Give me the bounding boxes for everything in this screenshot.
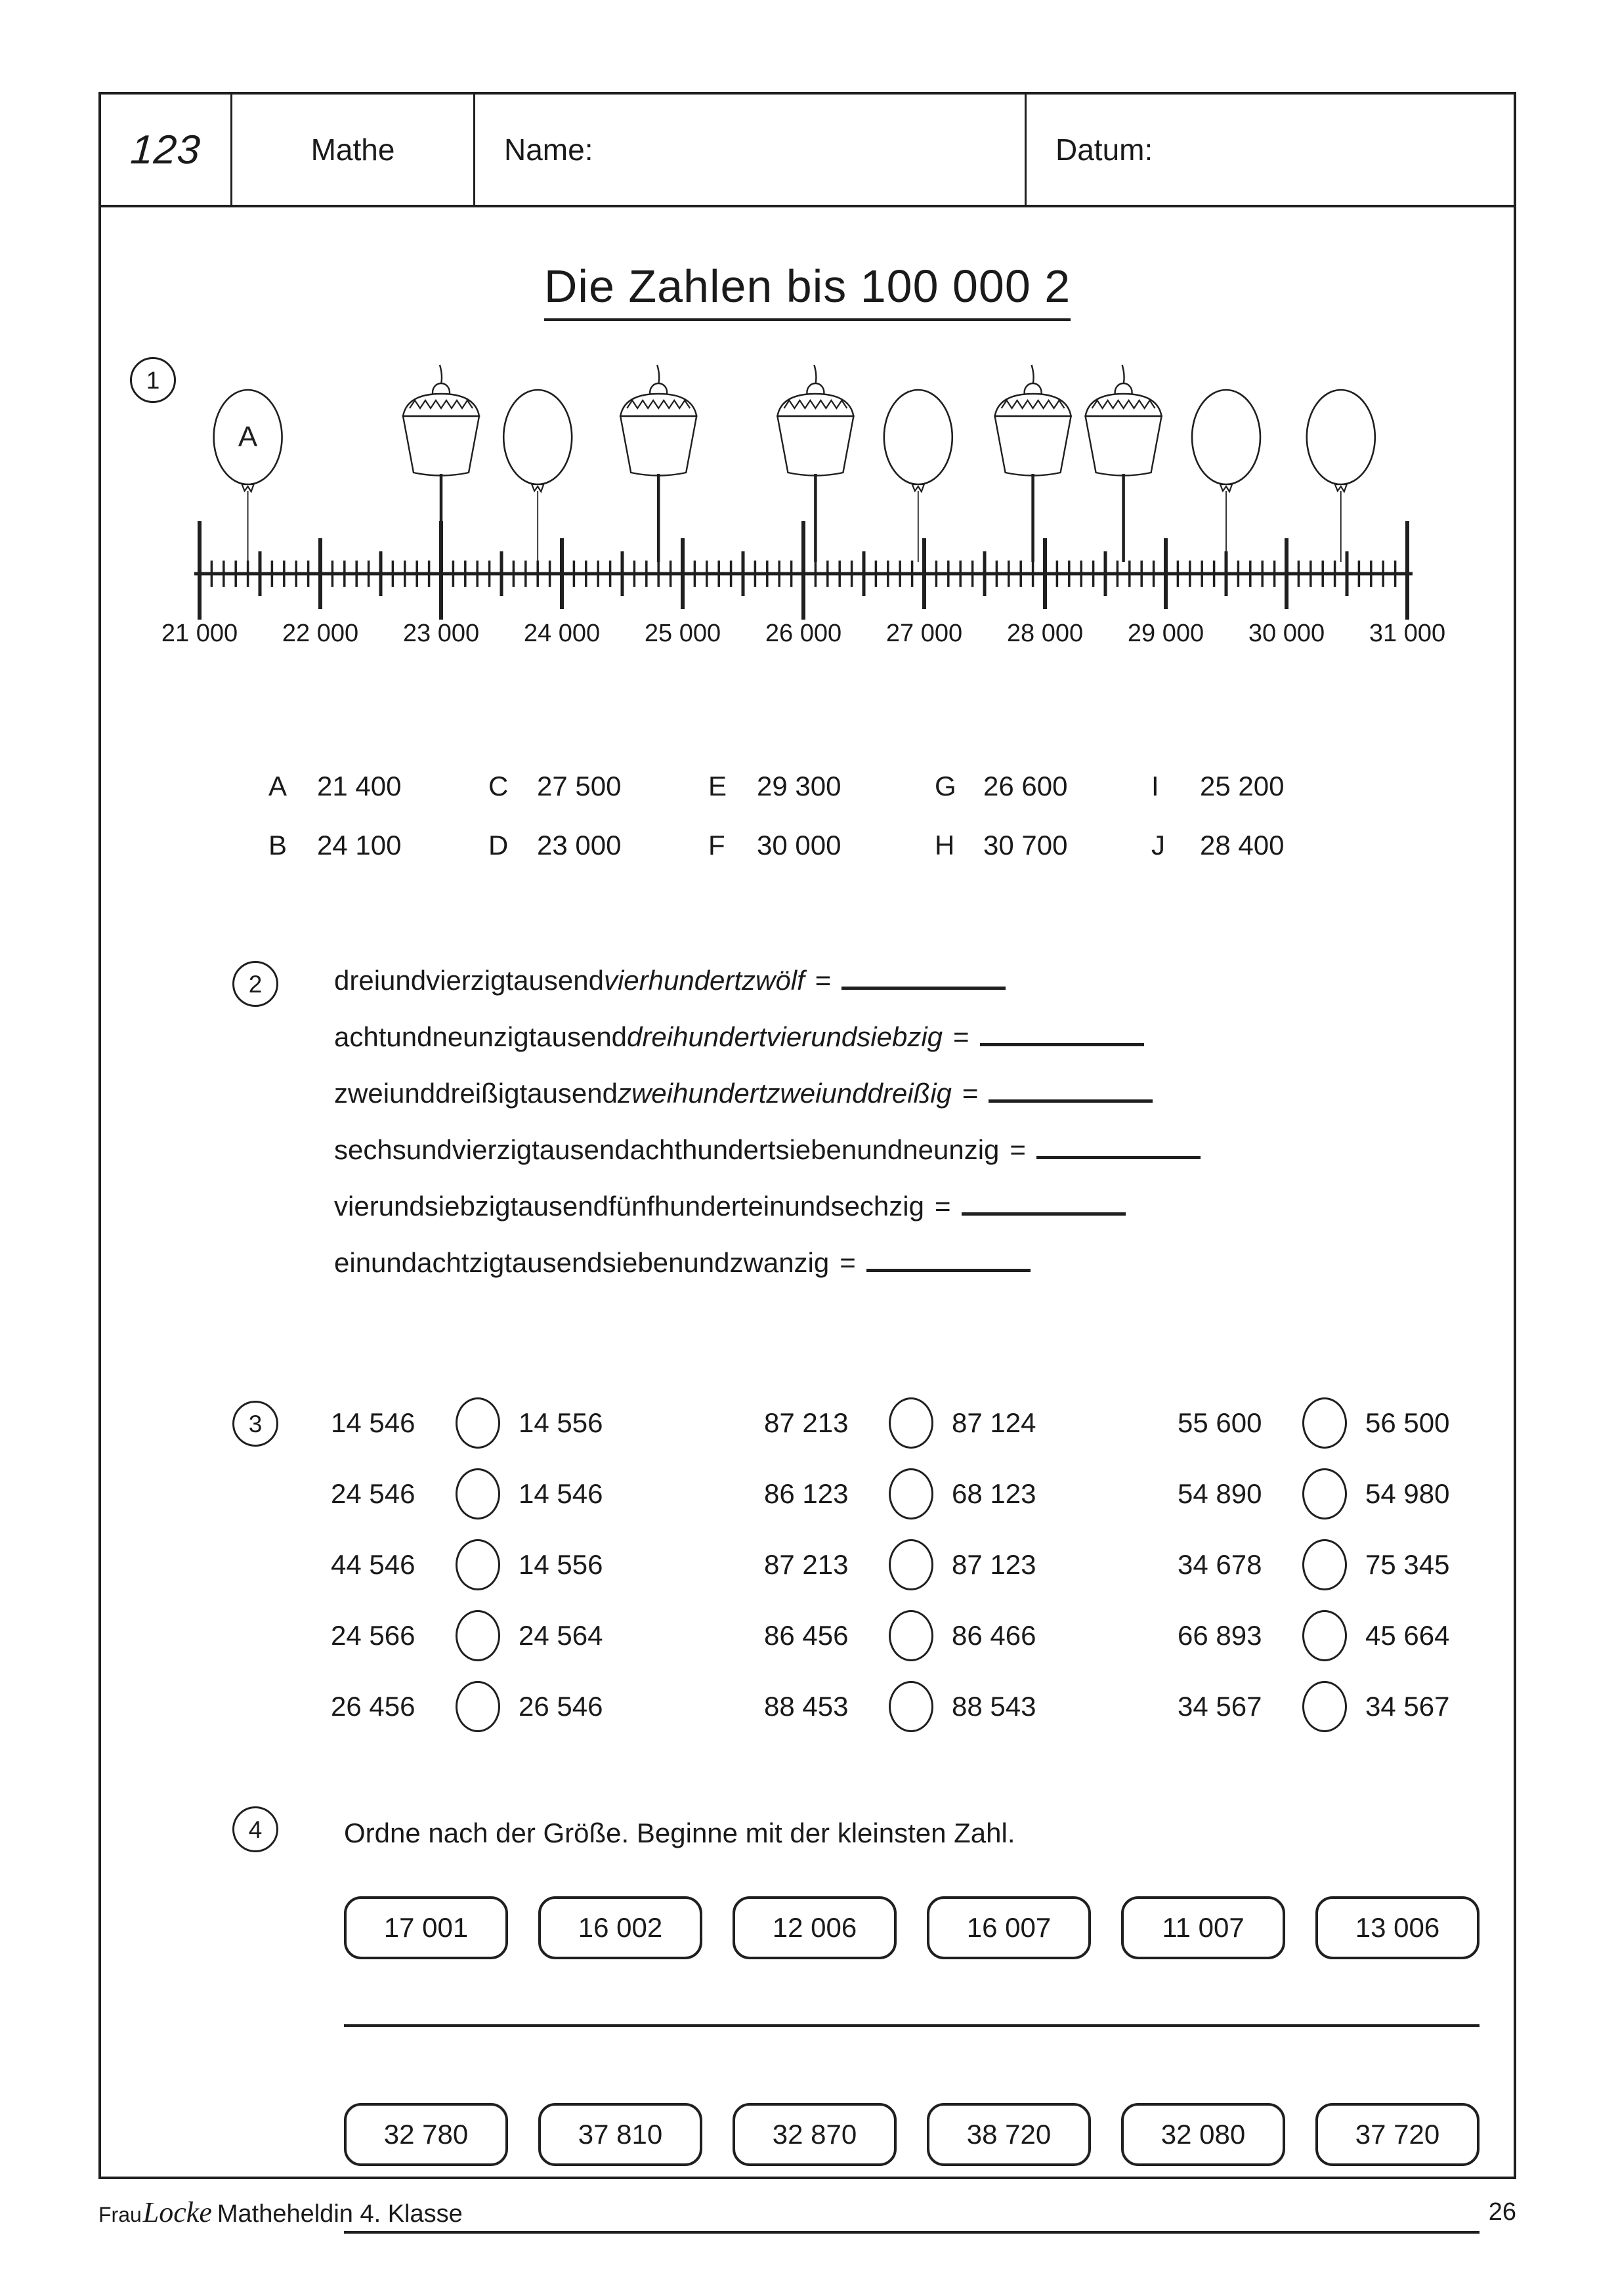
worksheet-header [101, 95, 1514, 207]
number-line-tick-label: 28 000 [1006, 620, 1084, 647]
exercise-1-number [130, 357, 176, 403]
number-word-plain: dreiundvierzigtausend [334, 965, 604, 996]
equals-sign: = [953, 1021, 969, 1052]
comparison-right-number: 86 466 [952, 1620, 1036, 1651]
comparison-right-number: 88 543 [952, 1691, 1036, 1722]
letter-key: A [268, 771, 287, 801]
exercise-2-number-label: 2 [248, 970, 263, 998]
comparison-pair [764, 1468, 1178, 1520]
exercise-4-number [232, 1806, 278, 1852]
comparison-right-number: 34 567 [1365, 1691, 1450, 1722]
letter-key: G [935, 771, 956, 801]
letter-value: 24 100 [317, 830, 402, 861]
number-box: 37 810 [538, 2103, 702, 2166]
comparison-right-number: 56 500 [1365, 1407, 1450, 1438]
number-word-line [334, 1190, 1450, 1222]
comparison-pair [331, 1539, 764, 1590]
comparison-right-number: 75 345 [1365, 1549, 1450, 1580]
letter-row [268, 830, 1384, 861]
comparison-pair [331, 1397, 764, 1449]
comparison-right-number: 68 123 [952, 1478, 1036, 1509]
number-word-italic: zweihundertzweiunddreißig [617, 1078, 952, 1109]
number-word-plain: achtundneunzigtausend [334, 1021, 628, 1052]
letter-value: 25 200 [1200, 771, 1285, 801]
answer-blank[interactable] [1036, 1134, 1201, 1159]
comparison-operator-circle[interactable] [1302, 1610, 1347, 1661]
worksheet-page [98, 92, 1516, 2179]
comparison-operator-circle[interactable] [889, 1468, 933, 1520]
comparison-right-number: 45 664 [1365, 1620, 1450, 1651]
comparison-left-number: 24 566 [331, 1620, 415, 1651]
number-word-line [334, 1021, 1450, 1053]
exercise-3-number [232, 1401, 278, 1447]
number-line-svg [173, 357, 1434, 620]
comparison-right-number: 14 556 [519, 1549, 603, 1580]
comparison-left-number: 34 678 [1178, 1549, 1262, 1580]
comparison-pair [1178, 1397, 1486, 1449]
letter-value: 28 400 [1200, 830, 1285, 861]
letter-value: 29 300 [757, 771, 841, 801]
comparison-operator-circle[interactable] [456, 1681, 500, 1732]
comparison-operator-circle[interactable] [1302, 1539, 1347, 1590]
comparison-left-number: 34 567 [1178, 1691, 1262, 1722]
comparison-left-number: 87 213 [764, 1549, 849, 1580]
comparison-operator-circle[interactable] [456, 1539, 500, 1590]
letter-item [1151, 830, 1348, 861]
exercise-4-answer-line-1[interactable] [344, 2024, 1480, 2027]
letter-item [488, 771, 708, 802]
letter-key: C [488, 771, 509, 801]
brand-part-1: Frau [98, 2203, 142, 2226]
header-subject-cell [232, 95, 475, 205]
answer-blank[interactable] [962, 1190, 1126, 1216]
exercise-4-number-boxes-set2 [344, 2103, 1480, 2166]
number-box: 32 780 [344, 2103, 508, 2166]
letter-key: I [1151, 771, 1159, 801]
page-title [101, 260, 1514, 312]
number-box: 37 720 [1315, 2103, 1480, 2166]
number-box: 13 006 [1315, 1896, 1480, 1959]
number-line-tick-label: 26 000 [765, 620, 842, 647]
exercise-4-answer-line-2[interactable] [344, 2231, 1480, 2234]
comparison-left-number: 55 600 [1178, 1407, 1262, 1438]
answer-blank[interactable] [841, 964, 1006, 990]
letter-item [268, 830, 488, 861]
comparison-operator-circle[interactable] [889, 1610, 933, 1661]
exercise-4-number-boxes-set1 [344, 1896, 1480, 1959]
comparison-left-number: 44 546 [331, 1549, 415, 1580]
comparison-pair [331, 1610, 764, 1661]
exercise-2-number [232, 961, 278, 1007]
comparison-operator-circle[interactable] [456, 1610, 500, 1661]
number-box: 32 870 [733, 2103, 897, 2166]
number-line-tick-label: 30 000 [1248, 620, 1325, 647]
name-label: Name: [504, 133, 593, 167]
comparison-row [331, 1539, 1486, 1590]
comparison-operator-circle[interactable] [1302, 1397, 1347, 1449]
logo-123: 123 [129, 127, 203, 173]
number-box: 16 002 [538, 1896, 702, 1959]
comparison-pair [1178, 1468, 1486, 1520]
comparison-pair [764, 1681, 1178, 1732]
comparison-left-number: 24 546 [331, 1478, 415, 1509]
equals-sign: = [840, 1247, 856, 1278]
number-word-line [334, 1246, 1450, 1279]
letter-value: 27 500 [537, 771, 622, 801]
header-name-field[interactable] [475, 95, 1027, 205]
letter-item [1151, 771, 1348, 802]
equals-sign: = [934, 1191, 951, 1222]
page-number: 26 [1488, 2198, 1516, 2226]
exercise-4-instruction: Ordne nach der Größe. Beginne mit der kleinsten Zahl. [344, 1818, 1015, 1848]
number-line-figure [161, 357, 1446, 647]
comparison-left-number: 14 546 [331, 1407, 415, 1438]
page-footer [98, 2196, 1516, 2229]
letter-key: F [708, 830, 725, 861]
number-line-tick-label: 24 000 [523, 620, 601, 647]
number-box: 32 080 [1121, 2103, 1285, 2166]
answer-blank[interactable] [989, 1077, 1153, 1103]
comparison-operator-circle[interactable] [889, 1681, 933, 1732]
number-line-labels [161, 620, 1446, 659]
letter-value: 26 600 [983, 771, 1068, 801]
number-line-tick-label: 25 000 [644, 620, 721, 647]
letter-item [935, 771, 1151, 802]
number-word-plain: einundachtzigtausendsiebenundzwanzig [334, 1247, 830, 1278]
letter-key: B [268, 830, 287, 861]
number-word-line [334, 1077, 1450, 1109]
letter-key: J [1151, 830, 1165, 861]
exercise-1-number-label: 1 [146, 366, 160, 394]
number-word-line [334, 964, 1450, 996]
letter-key: E [708, 771, 727, 801]
comparison-left-number: 54 890 [1178, 1478, 1262, 1509]
comparison-operator-circle[interactable] [456, 1468, 500, 1520]
exercise-3-number-label: 3 [248, 1410, 263, 1437]
comparison-operator-circle[interactable] [889, 1539, 933, 1590]
comparison-left-number: 87 213 [764, 1407, 849, 1438]
comparison-pair [764, 1610, 1178, 1661]
comparison-pair [1178, 1610, 1486, 1661]
number-box: 16 007 [927, 1896, 1091, 1959]
exercise-3-comparison-grid [331, 1397, 1486, 1752]
equals-sign: = [1010, 1134, 1026, 1165]
comparison-left-number: 26 456 [331, 1691, 415, 1722]
comparison-operator-circle[interactable] [1302, 1681, 1347, 1732]
number-word-plain: zweiunddreißigtausend [334, 1078, 618, 1109]
letter-item [488, 830, 708, 861]
svg-text:A: A [238, 421, 258, 453]
number-word-plain: vierundsiebzigtausendfünfhunderteinundsechzig [334, 1191, 924, 1222]
comparison-right-number: 24 564 [519, 1620, 603, 1651]
comparison-right-number: 14 556 [519, 1407, 603, 1438]
letter-key: D [488, 830, 509, 861]
date-label: Datum: [1055, 133, 1153, 167]
comparison-pair [764, 1539, 1178, 1590]
comparison-row [331, 1681, 1486, 1732]
header-logo-cell [101, 95, 232, 205]
brand-frau-locke [98, 2196, 463, 2229]
brand-part-2: Locke [142, 2196, 212, 2228]
comparison-pair [1178, 1539, 1486, 1590]
comparison-row [331, 1610, 1486, 1661]
letter-item [708, 830, 935, 861]
answer-blank[interactable] [980, 1021, 1144, 1046]
comparison-row [331, 1468, 1486, 1520]
number-word-line [334, 1134, 1450, 1166]
number-box: 17 001 [344, 1896, 508, 1959]
number-word-italic: vierhundertzwölf [603, 965, 805, 996]
exercise-4-number-label: 4 [248, 1816, 263, 1843]
comparison-operator-circle[interactable] [889, 1397, 933, 1449]
letter-value: 23 000 [537, 830, 622, 861]
number-box: 38 720 [927, 2103, 1091, 2166]
comparison-pair [331, 1468, 764, 1520]
comparison-right-number: 26 546 [519, 1691, 603, 1722]
comparison-right-number: 54 980 [1365, 1478, 1450, 1509]
number-line-tick-label: 23 000 [402, 620, 480, 647]
comparison-right-number: 87 123 [952, 1549, 1036, 1580]
number-line-tick-label: 31 000 [1369, 620, 1446, 647]
comparison-left-number: 66 893 [1178, 1620, 1262, 1651]
comparison-right-number: 14 546 [519, 1478, 603, 1509]
number-box: 11 007 [1121, 1896, 1285, 1959]
comparison-left-number: 86 123 [764, 1478, 849, 1509]
letter-value: 21 400 [317, 771, 402, 801]
number-box: 12 006 [733, 1896, 897, 1959]
comparison-pair [764, 1397, 1178, 1449]
exercise-2-word-numbers [334, 964, 1450, 1303]
brand-part-3: Matheheldin 4. Klasse [217, 2200, 463, 2228]
exercise-1-letter-list [268, 771, 1384, 889]
comparison-operator-circle[interactable] [456, 1397, 500, 1449]
answer-blank[interactable] [866, 1246, 1031, 1272]
letter-value: 30 700 [983, 830, 1068, 861]
comparison-pair [331, 1681, 764, 1732]
number-word-plain: sechsundvierzigtausendachthundertsiebenundneunzig [334, 1134, 1000, 1165]
letter-item [708, 771, 935, 802]
comparison-row [331, 1397, 1486, 1449]
number-line-tick-label: 29 000 [1127, 620, 1204, 647]
letter-item [268, 771, 488, 802]
letter-value: 30 000 [757, 830, 841, 861]
equals-sign: = [962, 1078, 979, 1109]
comparison-operator-circle[interactable] [1302, 1468, 1347, 1520]
page-title-text: Die Zahlen bis 100 000 2 [544, 261, 1071, 321]
header-date-field[interactable] [1027, 95, 1514, 205]
letter-row [268, 771, 1384, 802]
letter-item [935, 830, 1151, 861]
number-line-tick-label: 21 000 [161, 620, 238, 647]
number-word-italic: dreihundertvierundsiebzig [627, 1021, 943, 1052]
number-line-tick-label: 22 000 [282, 620, 359, 647]
number-line-tick-label: 27 000 [885, 620, 963, 647]
equals-sign: = [815, 965, 832, 996]
comparison-pair [1178, 1681, 1486, 1732]
comparison-right-number: 87 124 [952, 1407, 1036, 1438]
subject-label: Mathe [310, 133, 395, 167]
letter-key: H [935, 830, 955, 861]
comparison-left-number: 86 456 [764, 1620, 849, 1651]
comparison-left-number: 88 453 [764, 1691, 849, 1722]
